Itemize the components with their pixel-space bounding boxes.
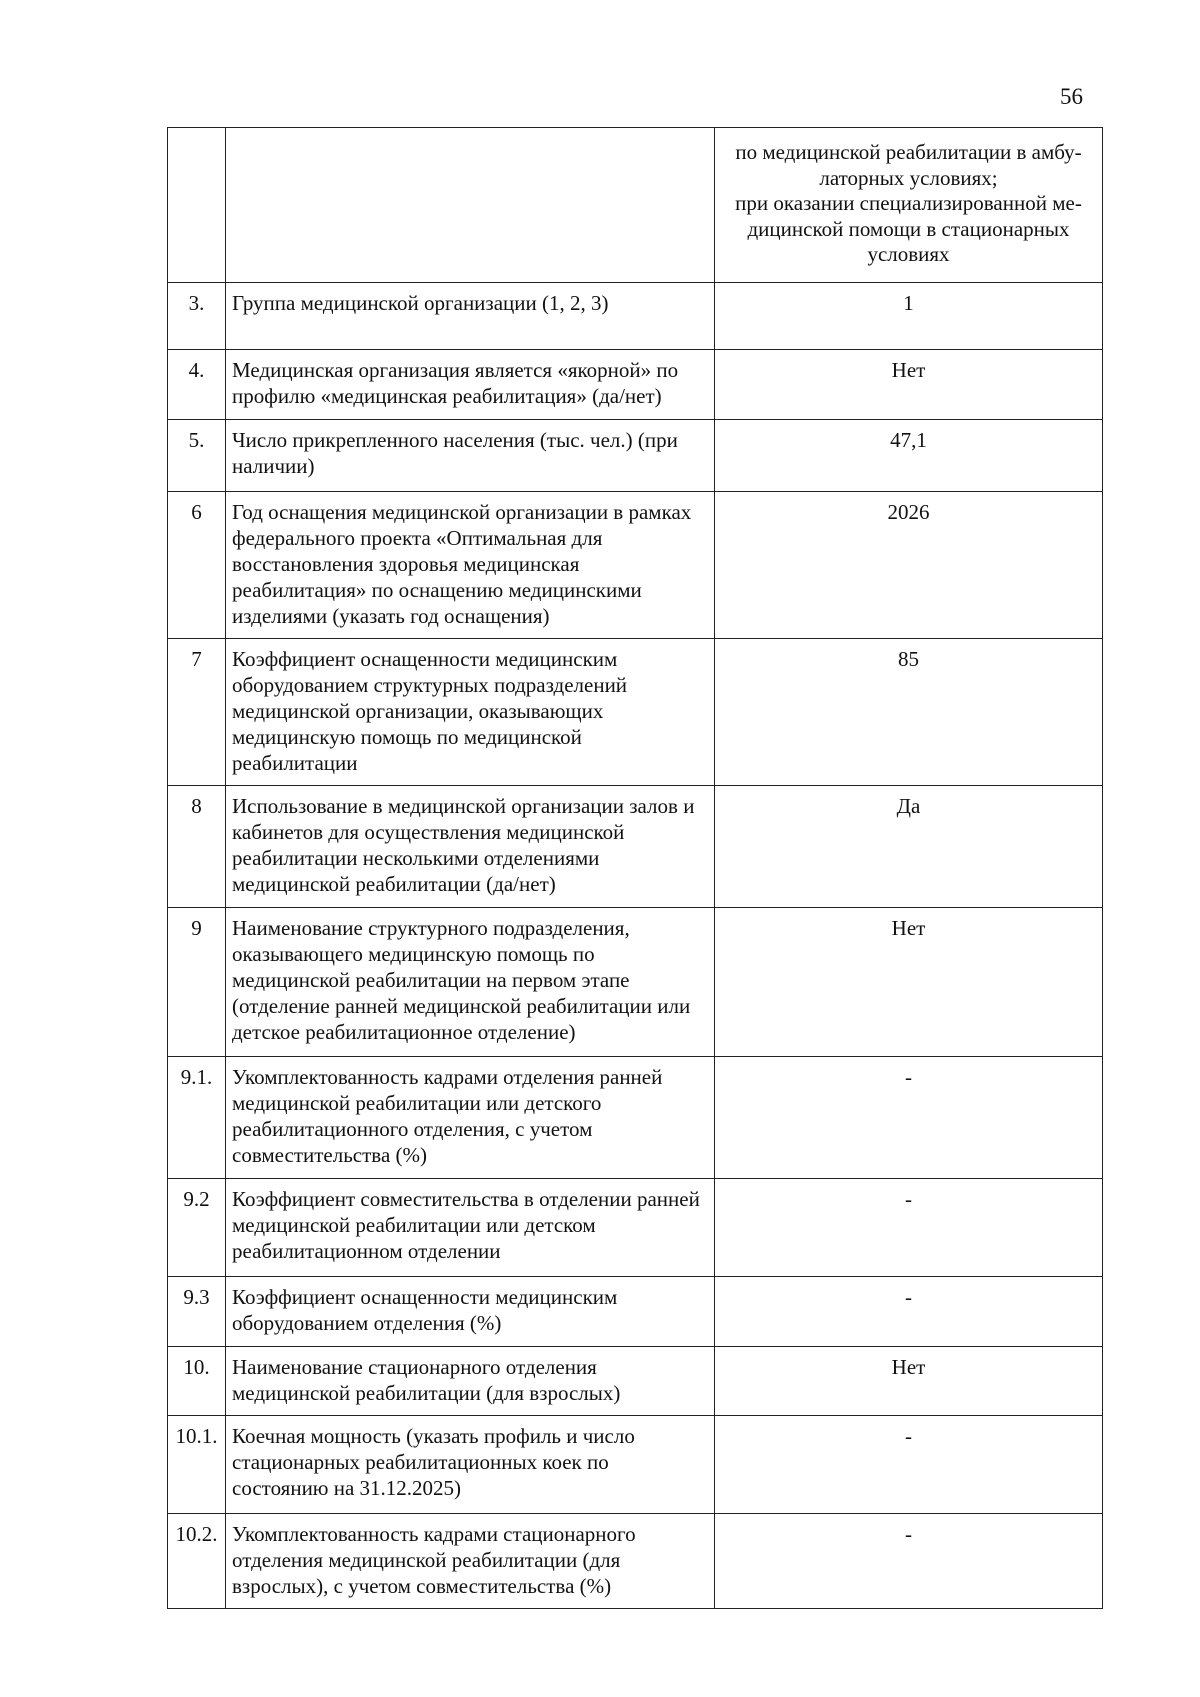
table-row bbox=[168, 786, 1103, 908]
row-number-cell: 7 bbox=[168, 639, 226, 786]
row-number-cell: 3. bbox=[168, 283, 226, 350]
table-row bbox=[168, 1277, 1103, 1347]
table-row bbox=[168, 1416, 1103, 1514]
indicator-value-cell: 1 bbox=[715, 283, 1103, 350]
row-number-cell: 5. bbox=[168, 420, 226, 492]
row-number-cell: 8 bbox=[168, 786, 226, 908]
table-row bbox=[168, 350, 1103, 420]
indicator-name-cell: Наименование структурного подразделения, оказывающего медицинскую помощь по медицинской реабилитации на первом этапе (отделение ранней медицинской реабилитации или детское реабилитационное отделение) bbox=[226, 908, 715, 1057]
indicator-name-cell: Коэффициент оснащенности медицинским оборудованием структурных подразделений медицинской организации, оказывающих медицинскую помощь по медицинской реабилитации bbox=[226, 639, 715, 786]
row-number-cell: 9.3 bbox=[168, 1277, 226, 1347]
page-number: 56 bbox=[1060, 84, 1083, 109]
table-row bbox=[168, 420, 1103, 492]
indicator-value-cell: 2026 bbox=[715, 492, 1103, 639]
indicator-value-cell: Нет bbox=[715, 908, 1103, 1057]
row-number-cell bbox=[168, 128, 226, 283]
indicator-name-cell bbox=[226, 128, 715, 283]
indicator-name-cell: Коечная мощность (указать профиль и число стационарных реабилитационных коек по состоянию на 31.12.2025) bbox=[226, 1416, 715, 1514]
indicator-name-cell: Число прикрепленного населения (тыс. чел.) (при наличии) bbox=[226, 420, 715, 492]
table-row bbox=[168, 283, 1103, 350]
indicator-value-cell: - bbox=[715, 1416, 1103, 1514]
indicator-value-cell: - bbox=[715, 1514, 1103, 1609]
table-row bbox=[168, 1179, 1103, 1277]
indicator-name-cell: Коэффициент совместительства в отделении ранней медицинской реабилитации или детском реабилитационном отделении bbox=[226, 1179, 715, 1277]
indicator-name-cell: Использование в медицинской организации залов и кабинетов для осуществления медицинской реабилитации несколькими отделениями медицинской реабилитации (да/нет) bbox=[226, 786, 715, 908]
indicator-name-cell: Коэффициент оснащенности медицинским оборудованием отделения (%) bbox=[226, 1277, 715, 1347]
row-number-cell: 10.1. bbox=[168, 1416, 226, 1514]
table-row bbox=[168, 1347, 1103, 1416]
indicator-value-cell: 85 bbox=[715, 639, 1103, 786]
indicator-value-cell: - bbox=[715, 1179, 1103, 1277]
row-number-cell: 9.2 bbox=[168, 1179, 226, 1277]
table-row bbox=[168, 639, 1103, 786]
indicator-value-cell: - bbox=[715, 1277, 1103, 1347]
indicator-value-cell bbox=[715, 128, 1103, 283]
indicator-value-cell: Нет bbox=[715, 1347, 1103, 1416]
table-row-continuation bbox=[168, 128, 1103, 283]
row-number-cell: 9 bbox=[168, 908, 226, 1057]
indicator-value-cell: 47,1 bbox=[715, 420, 1103, 492]
row-number-cell: 6 bbox=[168, 492, 226, 639]
indicator-value-cell: Да bbox=[715, 786, 1103, 908]
indicators-table bbox=[167, 127, 1103, 1609]
value-text-wrapped: по медицинской реабилитации в амбу- латорных условиях; при оказании специализированной ме- дицинской помощи в стационарных условиях bbox=[735, 140, 1082, 266]
table-row bbox=[168, 492, 1103, 639]
indicator-name-cell: Год оснащения медицинской организации в рамках федерального проекта «Оптимальная для восстановления здоровья медицинская реабилитация» по оснащению медицинскими изделиями (указать год оснащения) bbox=[226, 492, 715, 639]
row-number-cell: 10. bbox=[168, 1347, 226, 1416]
row-number-cell: 4. bbox=[168, 350, 226, 420]
indicator-name-cell: Наименование стационарного отделения медицинской реабилитации (для взрослых) bbox=[226, 1347, 715, 1416]
table-row bbox=[168, 908, 1103, 1057]
indicator-name-cell: Укомплектованность кадрами стационарного отделения медицинской реабилитации (для взрослых), с учетом совместительства (%) bbox=[226, 1514, 715, 1609]
row-number-cell: 9.1. bbox=[168, 1057, 226, 1179]
table-row bbox=[168, 1057, 1103, 1179]
indicator-name-cell: Медицинская организация является «якорной» по профилю «медицинская реабилитация» (да/нет) bbox=[226, 350, 715, 420]
row-number-cell: 10.2. bbox=[168, 1514, 226, 1609]
indicator-value-cell: Нет bbox=[715, 350, 1103, 420]
indicators-table-body bbox=[168, 128, 1103, 1609]
indicator-name-cell: Укомплектованность кадрами отделения ранней медицинской реабилитации или детского реабилитационного отделения, с учетом совместительства (%) bbox=[226, 1057, 715, 1179]
indicator-name-cell: Группа медицинской организации (1, 2, 3) bbox=[226, 283, 715, 350]
indicator-value-cell: - bbox=[715, 1057, 1103, 1179]
table-row bbox=[168, 1514, 1103, 1609]
